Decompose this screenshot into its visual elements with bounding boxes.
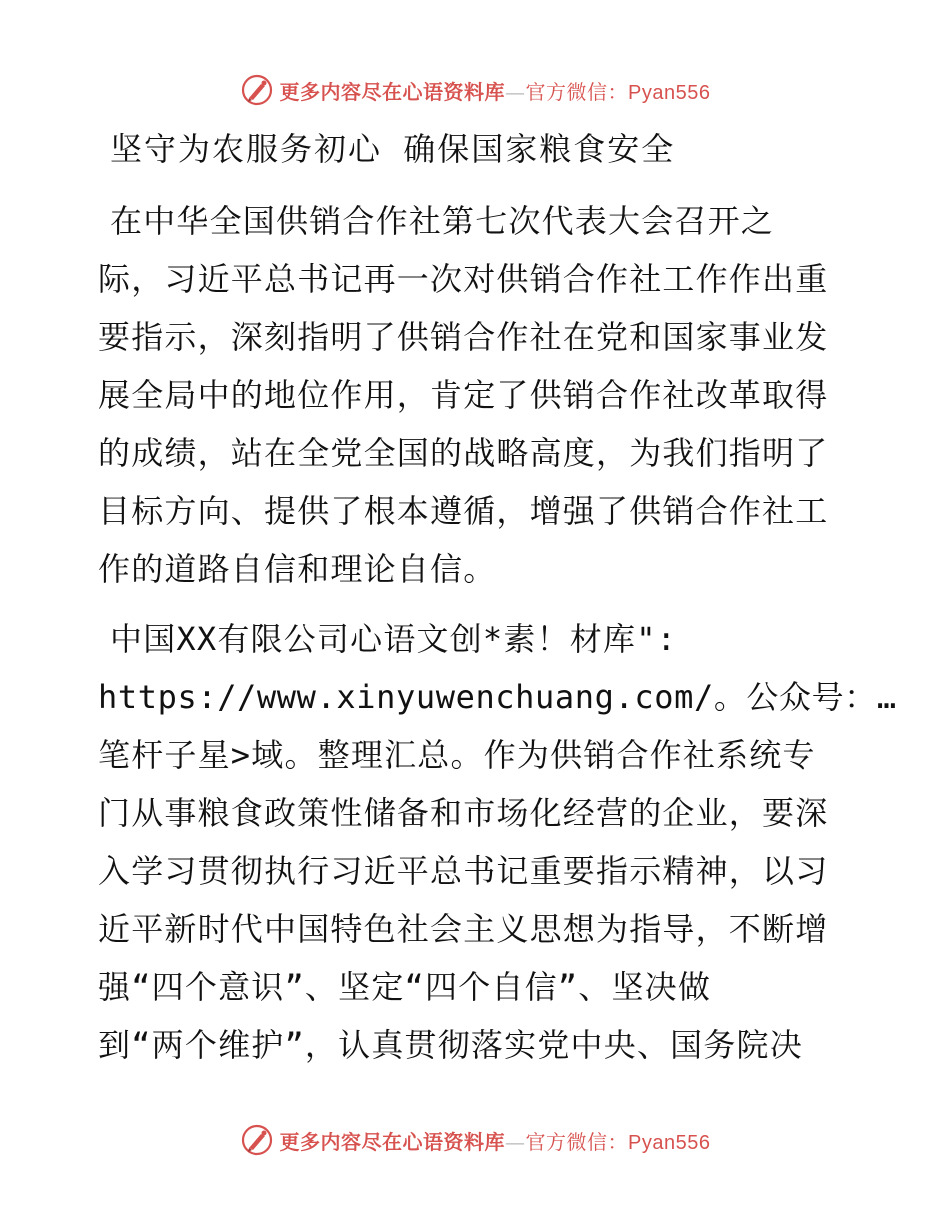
watermark-text [280, 1126, 711, 1155]
watermark-account: Pyan556 [628, 81, 711, 104]
document-body [98, 120, 897, 1086]
pen-logo-icon [240, 1123, 274, 1157]
paragraph-line: 际，习近平总书记再一次对供销合作社工作作出重 [98, 260, 829, 298]
paragraph-line: 的成绩，站在全党全国的战略高度，为我们指明了 [98, 434, 829, 472]
paragraph-line: 中国XX有限公司心语文创*素！材库": [110, 620, 678, 658]
watermark-separator: — [505, 79, 526, 104]
watermark-separator: — [505, 1129, 526, 1154]
paragraph-line: 作的道路自信和理论自信。 [98, 550, 497, 588]
watermark-account: Pyan556 [628, 1131, 711, 1154]
document-title: 坚守为农服务初心 确保国家粮食安全 [110, 130, 676, 168]
watermark-brand: 更多内容尽在心语资料库 [279, 1129, 506, 1154]
paragraph-line: 在中华全国供销合作社第七次代表大会召开之 [110, 202, 775, 240]
watermark-text [280, 76, 711, 105]
watermark-brand: 更多内容尽在心语资料库 [279, 79, 506, 104]
paragraph-line: 展全局中的地位作用，肯定了供销合作社改革取得 [98, 376, 829, 414]
footer-watermark-banner [0, 1120, 950, 1160]
paragraph-1 [98, 192, 858, 598]
paragraph-line: 笔杆子星>域。整理汇总。作为供销合作社系统专 [98, 736, 816, 774]
paragraph-line: 门从事粮食政策性储备和市场化经营的企业，要深 [98, 794, 829, 832]
watermark-label: 官方微信： [525, 79, 629, 104]
paragraph-line: 要指示，深刻指明了供销合作社在党和国家事业发 [98, 318, 829, 356]
paragraph-line: 近平新时代中国特色社会主义思想为指导，不断增 [98, 910, 829, 948]
pen-logo-icon [240, 73, 274, 107]
paragraph-2 [98, 610, 897, 1074]
paragraph-line: 强“四个意识”、坚定“四个自信”、坚决做 [98, 968, 712, 1006]
paragraph-line-url: https://www.xinyuwenchuang.com/。公众号：… [98, 678, 897, 716]
paragraph-line: 到“两个维护”，认真贯彻落实党中央、国务院决 [98, 1026, 803, 1064]
paragraph-line: 入学习贯彻执行习近平总书记重要指示精神，以习 [98, 852, 829, 890]
watermark-label: 官方微信： [525, 1129, 629, 1154]
header-watermark-banner [0, 70, 950, 110]
paragraph-line: 目标方向、提供了根本遵循，增强了供销合作社工 [98, 492, 829, 530]
